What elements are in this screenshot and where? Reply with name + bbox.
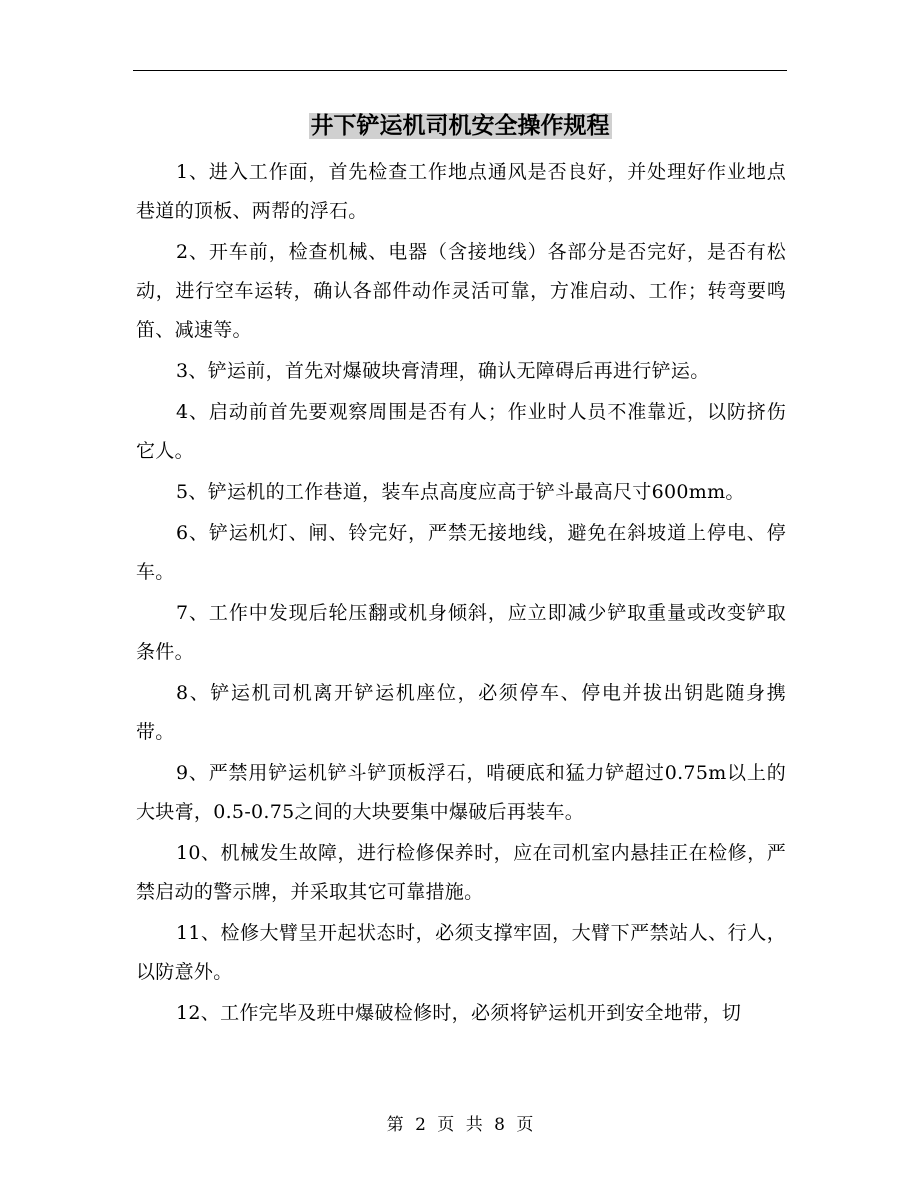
document-body <box>136 153 786 1035</box>
page-number: 第 2 页 共 8 页 <box>386 1115 534 1135</box>
paragraph-4: 4、启动前首先要观察周围是否有人；作业时人员不准靠近，以防挤伤它人。 <box>136 401 786 462</box>
header-rule <box>133 70 787 71</box>
title-text: 井下铲运机司机安全操作规程 <box>310 113 610 139</box>
document-title <box>0 110 920 142</box>
paragraph-3: 3、铲运前，首先对爆破块膏清理，确认无障碍后再进行铲运。 <box>176 360 710 382</box>
paragraph-11: 11、检修大臂呈开起状态时，必须支撑牢固，大臂下严禁站人、行人，以防意外。 <box>136 922 786 983</box>
paragraph-9: 9、严禁用铲运机铲斗铲顶板浮石，啃硬底和猛力铲超过0.75m以上的大块膏，0.5-0.75之间的大块要集中爆破后再装车。 <box>136 762 786 823</box>
paragraph-6: 6、铲运机灯、闸、铃完好，严禁无接地线，避免在斜坡道上停电、停车。 <box>136 522 786 583</box>
paragraph-10: 10、机械发生故障，进行检修保养时，应在司机室内悬挂正在检修，严禁启动的警示牌，并采取其它可靠措施。 <box>136 842 786 903</box>
paragraph-5: 5、铲运机的工作巷道，装车点高度应高于铲斗最高尺寸600mm。 <box>176 481 745 503</box>
page-footer <box>0 1113 920 1137</box>
paragraph-12: 12、工作完毕及班中爆破检修时，必须将铲运机开到安全地带，切 <box>176 1002 742 1024</box>
paragraph-7: 7、工作中发现后轮压翻或机身倾斜，应立即减少铲取重量或改变铲取条件。 <box>136 602 786 663</box>
paragraph-8: 8、铲运机司机离开铲运机座位，必须停车、停电并拔出钥匙随身携带。 <box>136 682 786 743</box>
paragraph-2: 2、开车前，检查机械、电器（含接地线）各部分是否完好，是否有松动，进行空车运转，确认各部件动作灵活可靠，方准启动、工作；转弯要鸣笛、减速等。 <box>136 241 786 341</box>
paragraph-1: 1、进入工作面，首先检查工作地点通风是否良好，并处理好作业地点巷道的顶板、两帮的浮石。 <box>136 161 786 222</box>
